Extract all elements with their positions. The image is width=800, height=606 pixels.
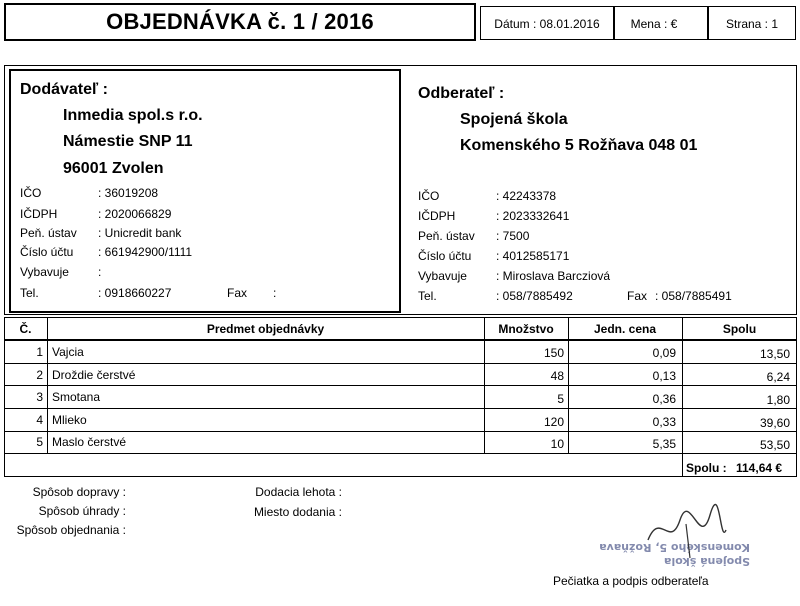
row-no: 1 (36, 345, 43, 359)
table-body-end (4, 453, 797, 454)
customer-heading: Odberateľ : (418, 85, 505, 102)
sum-label: Spolu : (686, 461, 727, 475)
row-item: Mlieko (52, 413, 87, 427)
supplier-contact-value: : (98, 265, 102, 279)
row-no: 3 (36, 390, 43, 404)
customer-tel-value: : 058/7885492 (496, 289, 573, 303)
delivery-time-label: Dodacia lehota : (255, 485, 342, 499)
row-item: Maslo čerstvé (52, 435, 127, 449)
supplier-heading: Dodávateľ : (20, 81, 108, 98)
supplier-bank-value: : Unicredit bank (98, 226, 182, 240)
col-header-item: Predmet objednávky (206, 322, 325, 336)
delivery-place-label: Miesto dodania : (253, 505, 342, 519)
customer-ico-value: : 42243378 (496, 189, 557, 203)
supplier-fax-label: Fax (227, 286, 248, 300)
row-item: Droždie čerstvé (52, 368, 136, 382)
row-qty: 10 (550, 437, 564, 451)
supplier-account-value: : 661942900/1111 (98, 245, 193, 259)
row-divider (4, 385, 797, 386)
customer-icdph-label: IČDPH (418, 209, 456, 223)
supplier-ico-label: IČO (20, 186, 42, 200)
supplier-tel-value: : 0918660227 (98, 286, 172, 300)
row-divider (4, 363, 797, 364)
customer-fax-label: Fax (627, 289, 648, 303)
customer-contact-label: Vybavuje (418, 269, 467, 283)
row-no: 4 (36, 413, 43, 427)
supplier-icdph-value: : 2020066829 (98, 207, 172, 221)
row-price: 0,13 (652, 369, 676, 383)
payment-label: Spôsob úhrady : (38, 504, 126, 518)
row-qty: 120 (543, 415, 564, 429)
supplier-street: Námestie SNP 11 (63, 133, 193, 150)
row-price: 0,09 (652, 346, 676, 360)
row-divider (4, 408, 797, 409)
row-total: 39,60 (759, 416, 790, 430)
document-title: OBJEDNÁVKA č. 1 / 2016 (106, 9, 374, 34)
row-qty: 48 (550, 369, 564, 383)
customer-account-label: Číslo účtu (418, 249, 472, 263)
sum-value: 114,64 € (736, 461, 783, 475)
customer-bank-value: : 7500 (496, 229, 530, 243)
customer-fax-value: : 058/7885491 (655, 289, 732, 303)
customer-bank-label: Peň. ústav (418, 229, 475, 243)
header-divider (4, 339, 797, 341)
customer-account-value: : 4012585171 (496, 249, 570, 263)
row-total: 1,80 (766, 393, 790, 407)
customer-ico-label: IČO (418, 189, 440, 203)
signature-label: Pečiatka a podpis odberateľa (553, 574, 709, 588)
customer-contact-value: : Miroslava Barcziová (496, 269, 611, 283)
row-total: 53,50 (759, 438, 790, 452)
row-qty: 150 (543, 346, 564, 360)
customer-tel-label: Tel. (418, 289, 437, 303)
supplier-name: Inmedia spol.s r.o. (63, 107, 203, 124)
row-total: 6,24 (766, 370, 790, 384)
row-price: 5,35 (652, 437, 676, 451)
row-no: 2 (36, 368, 43, 382)
stamp-line-1: Spojená škola (664, 555, 750, 568)
order-date: Dátum : 08.01.2016 (494, 17, 600, 31)
customer-icdph-value: : 2023332641 (496, 209, 570, 223)
supplier-tel-label: Tel. (20, 286, 39, 300)
row-divider (4, 431, 797, 432)
customer-street: Komenského 5 Rožňava 048 01 (460, 137, 698, 154)
row-no: 5 (36, 435, 43, 449)
currency: Mena : € (630, 17, 678, 31)
col-header-total: Spolu (722, 322, 757, 336)
supplier-icdph-label: IČDPH (20, 207, 58, 221)
transport-label: Spôsob dopravy : (32, 485, 126, 499)
supplier-city: 96001 Zvolen (63, 160, 164, 177)
page-number: Strana : 1 (725, 17, 779, 31)
supplier-account-label: Číslo účtu (20, 245, 74, 259)
supplier-ico-value: : 36019208 (98, 186, 159, 200)
signature-scribble (640, 500, 730, 560)
row-qty: 5 (557, 392, 564, 406)
stamp-line-2: Komenského 5, Rožňava (599, 541, 750, 554)
col-header-price: Jedn. cena (593, 322, 657, 336)
row-item: Smotana (52, 390, 101, 404)
supplier-fax-value: : (273, 286, 277, 300)
row-item: Vajcia (52, 345, 84, 359)
ordering-label: Spôsob objednania : (16, 523, 126, 537)
row-total: 13,50 (759, 347, 790, 361)
customer-name: Spojená škola (460, 111, 568, 128)
row-price: 0,36 (652, 392, 676, 406)
col-header-qty: Množstvo (498, 322, 554, 336)
col-header-no: Č. (19, 322, 32, 336)
row-price: 0,33 (652, 415, 676, 429)
supplier-bank-label: Peň. ústav (20, 226, 77, 240)
supplier-contact-label: Vybavuje (20, 265, 69, 279)
